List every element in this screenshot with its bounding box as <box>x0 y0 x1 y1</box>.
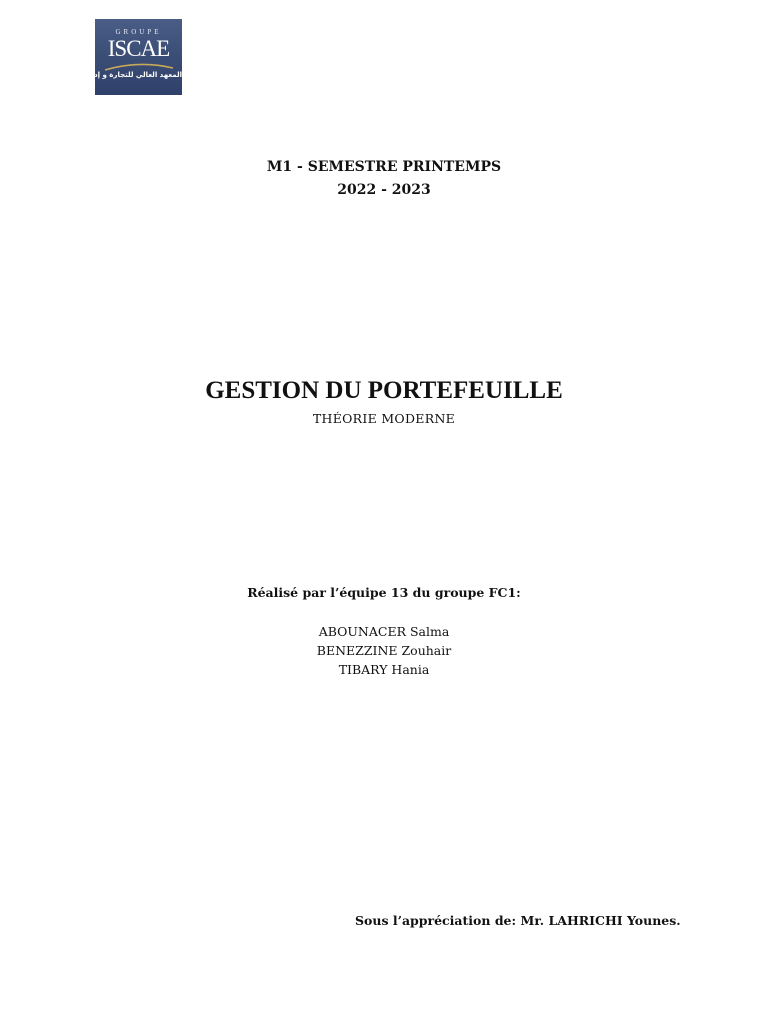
logo-arabic-text: المعهد العالي للتجارة و إدارة المقاولات <box>47 71 182 79</box>
document-title: GESTION DU PORTEFEUILLE <box>205 377 563 404</box>
supervision-line: Sous l’appréciation de: Mr. LAHRICHI Younes. <box>355 913 681 928</box>
team-member: ABOUNACER Salma <box>318 624 450 639</box>
document-subtitle: THÉORIE MODERNE <box>312 411 456 426</box>
logo-groupe-text: GROUPE <box>115 28 162 36</box>
semester-label: M1 - SEMESTRE PRINTEMPS <box>266 159 502 175</box>
team-member: BENEZZINE Zouhair <box>316 643 452 658</box>
team-member: TIBARY Hania <box>338 662 430 677</box>
team-intro: Réalisé par l’équipe 13 du groupe FC1: <box>247 585 521 600</box>
iscae-logo <box>47 19 182 95</box>
academic-years: 2022 - 2023 <box>337 182 431 198</box>
logo-brand-text: ISCAE <box>107 36 170 61</box>
